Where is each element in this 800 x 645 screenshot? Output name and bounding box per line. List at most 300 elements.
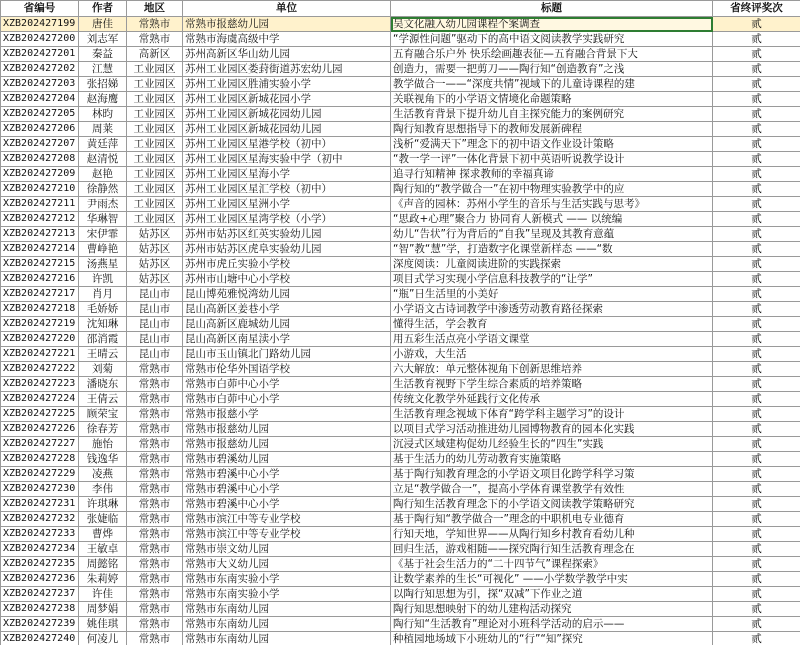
code-cell[interactable]: XZB202427239 <box>1 617 79 632</box>
region-cell[interactable]: 工业园区 <box>127 107 183 122</box>
title-cell[interactable]: “教一学一评”一体化背景下初中英语听说教学设计 <box>391 152 713 167</box>
author-cell[interactable]: 秦益 <box>79 47 127 62</box>
title-cell[interactable]: 基于陶行知“教学做合一”理念的中职机电专业德育 <box>391 512 713 527</box>
award-cell[interactable]: 贰 <box>713 272 800 287</box>
award-cell[interactable]: 贰 <box>713 512 800 527</box>
column-header-code[interactable]: 省编号 <box>1 1 79 17</box>
title-cell[interactable]: 深度阅读：儿童阅读进阶的实践探索 <box>391 257 713 272</box>
title-cell[interactable]: 立足“教学做合一”，提高小学体育课堂教学有效性 <box>391 482 713 497</box>
unit-cell[interactable]: 常熟市白茆中心小学 <box>183 392 391 407</box>
award-cell[interactable]: 贰 <box>713 122 800 137</box>
author-cell[interactable]: 张招娣 <box>79 77 127 92</box>
award-cell[interactable]: 贰 <box>713 602 800 617</box>
unit-cell[interactable]: 苏州工业园区胜浦实验小学 <box>183 77 391 92</box>
region-cell[interactable]: 常熟市 <box>127 407 183 422</box>
table-row <box>1 122 800 137</box>
code-cell[interactable]: XZB202427217 <box>1 287 79 302</box>
code-cell[interactable]: XZB202427240 <box>1 632 79 645</box>
title-cell[interactable]: “瓶”日生活里的小美好 <box>391 287 713 302</box>
award-cell[interactable]: 贰 <box>713 212 800 227</box>
column-header-award[interactable]: 省终评奖次 <box>713 1 800 17</box>
award-cell[interactable]: 贰 <box>713 377 800 392</box>
region-cell[interactable]: 昆山市 <box>127 302 183 317</box>
author-cell[interactable]: 林昀 <box>79 107 127 122</box>
unit-cell[interactable]: 苏州工业园区娄葑街道苏宏幼儿园 <box>183 62 391 77</box>
unit-cell[interactable]: 昆山市玉山镇北门路幼儿园 <box>183 347 391 362</box>
region-cell[interactable]: 工业园区 <box>127 212 183 227</box>
region-cell[interactable]: 常熟市 <box>127 527 183 542</box>
table-row <box>1 302 800 317</box>
code-cell[interactable]: XZB202427220 <box>1 332 79 347</box>
award-cell[interactable]: 贰 <box>713 287 800 302</box>
table-row <box>1 512 800 527</box>
author-cell[interactable]: 邵消霞 <box>79 332 127 347</box>
table-row <box>1 542 800 557</box>
unit-cell[interactable]: 苏州工业园区星海小学 <box>183 167 391 182</box>
title-cell[interactable]: “思政+心理”聚合力 协同育人新模式 —— 以统编 <box>391 212 713 227</box>
award-cell[interactable]: 贰 <box>713 242 800 257</box>
table-row <box>1 362 800 377</box>
award-cell[interactable]: 贰 <box>713 362 800 377</box>
unit-cell[interactable]: 苏州工业园区星汇学校（初中） <box>183 182 391 197</box>
award-cell[interactable]: 贰 <box>713 332 800 347</box>
table-row <box>1 392 800 407</box>
region-cell[interactable]: 常熟市 <box>127 422 183 437</box>
code-cell[interactable]: XZB202427207 <box>1 137 79 152</box>
header-row <box>1 1 800 17</box>
award-cell[interactable]: 贰 <box>713 227 800 242</box>
table-row <box>1 452 800 467</box>
author-cell[interactable]: 黄廷萍 <box>79 137 127 152</box>
region-cell[interactable]: 常熟市 <box>127 572 183 587</box>
code-cell[interactable]: XZB202427200 <box>1 32 79 47</box>
unit-cell[interactable]: 苏州工业园区星洲小学 <box>183 197 391 212</box>
code-cell[interactable]: XZB202427205 <box>1 107 79 122</box>
code-cell[interactable]: XZB202427229 <box>1 467 79 482</box>
table-row <box>1 107 800 122</box>
award-cell[interactable]: 贰 <box>713 437 800 452</box>
author-cell[interactable]: 周懿铭 <box>79 557 127 572</box>
table-row <box>1 497 800 512</box>
unit-cell[interactable]: 常熟市报慈幼儿园 <box>183 17 391 32</box>
code-cell[interactable]: XZB202427199 <box>1 17 79 32</box>
table-row <box>1 257 800 272</box>
title-cell[interactable]: “智”教“慧”学，打造数字化课堂新样态 ——“数 <box>391 242 713 257</box>
author-cell[interactable]: 曹烨 <box>79 527 127 542</box>
table-row <box>1 407 800 422</box>
unit-cell[interactable]: 常熟市东南幼儿园 <box>183 617 391 632</box>
region-cell[interactable]: 工业园区 <box>127 122 183 137</box>
author-cell[interactable]: 沈知琳 <box>79 317 127 332</box>
region-cell[interactable]: 昆山市 <box>127 347 183 362</box>
region-cell[interactable]: 常熟市 <box>127 557 183 572</box>
title-cell[interactable]: 种植园地场域下小班幼儿的“行”“知”探究 <box>391 632 713 645</box>
code-cell[interactable]: XZB202427225 <box>1 407 79 422</box>
region-cell[interactable]: 姑苏区 <box>127 257 183 272</box>
region-cell[interactable]: 工业园区 <box>127 167 183 182</box>
code-cell[interactable]: XZB202427238 <box>1 602 79 617</box>
region-cell[interactable]: 常熟市 <box>127 467 183 482</box>
table-row <box>1 422 800 437</box>
title-cell[interactable]: 《基于社会生活力的“二十四节气”课程探索》 <box>391 557 713 572</box>
unit-cell[interactable]: 常熟市碧溪幼儿园 <box>183 452 391 467</box>
title-cell[interactable]: 幼儿“告状”行为背后的“自我”呈现及其教育意蕴 <box>391 227 713 242</box>
code-cell[interactable]: XZB202427236 <box>1 572 79 587</box>
title-cell[interactable]: 小游戏，大生活 <box>391 347 713 362</box>
region-cell[interactable]: 工业园区 <box>127 77 183 92</box>
author-cell[interactable]: 赵艳 <box>79 167 127 182</box>
code-cell[interactable]: XZB202427227 <box>1 437 79 452</box>
code-cell[interactable]: XZB202427221 <box>1 347 79 362</box>
award-cell[interactable]: 贰 <box>713 47 800 62</box>
award-cell[interactable]: 贰 <box>713 422 800 437</box>
award-cell[interactable]: 贰 <box>713 167 800 182</box>
award-cell[interactable]: 贰 <box>713 137 800 152</box>
award-cell[interactable]: 贰 <box>713 407 800 422</box>
table-row <box>1 527 800 542</box>
award-cell[interactable]: 贰 <box>713 482 800 497</box>
region-cell[interactable]: 工业园区 <box>127 62 183 77</box>
region-cell[interactable]: 昆山市 <box>127 332 183 347</box>
title-cell[interactable]: 吴文化融入幼儿园课程个案调查 <box>391 17 713 32</box>
author-cell[interactable]: 周莱 <box>79 122 127 137</box>
column-header-author[interactable]: 作者 <box>79 1 127 17</box>
unit-cell[interactable]: 常熟市东南幼儿园 <box>183 632 391 645</box>
table-row <box>1 557 800 572</box>
award-cell[interactable]: 贰 <box>713 152 800 167</box>
region-cell[interactable]: 姑苏区 <box>127 272 183 287</box>
award-cell[interactable]: 贰 <box>713 587 800 602</box>
unit-cell[interactable]: 苏州市山塘中心小学校 <box>183 272 391 287</box>
code-cell[interactable]: XZB202427212 <box>1 212 79 227</box>
table-row <box>1 602 800 617</box>
author-cell[interactable]: 赵清悦 <box>79 152 127 167</box>
title-cell[interactable]: 懂得生活，学会教育 <box>391 317 713 332</box>
unit-cell[interactable]: 苏州工业园区星海实验中学（初中 <box>183 152 391 167</box>
region-cell[interactable]: 昆山市 <box>127 287 183 302</box>
unit-cell[interactable]: 常熟市报慈小学 <box>183 407 391 422</box>
title-cell[interactable]: 用五彩生活点亮小学语文课堂 <box>391 332 713 347</box>
unit-cell[interactable]: 常熟市东南实验小学 <box>183 572 391 587</box>
author-cell[interactable]: 徐春芳 <box>79 422 127 437</box>
award-cell[interactable]: 贰 <box>713 347 800 362</box>
code-cell[interactable]: XZB202427231 <box>1 497 79 512</box>
table-row <box>1 347 800 362</box>
code-cell[interactable]: XZB202427232 <box>1 512 79 527</box>
code-cell[interactable]: XZB202427235 <box>1 557 79 572</box>
award-cell[interactable]: 贰 <box>713 557 800 572</box>
title-cell[interactable]: “学源性问题”驱动下的高中语文阅读教学实践研究 <box>391 32 713 47</box>
author-cell[interactable]: 张婕临 <box>79 512 127 527</box>
table-row <box>1 467 800 482</box>
region-cell[interactable]: 姑苏区 <box>127 227 183 242</box>
region-cell[interactable]: 昆山市 <box>127 317 183 332</box>
award-cell[interactable]: 贰 <box>713 632 800 645</box>
region-cell[interactable]: 常熟市 <box>127 377 183 392</box>
award-cell[interactable]: 贰 <box>713 572 800 587</box>
award-cell[interactable]: 贰 <box>713 392 800 407</box>
author-cell[interactable]: 华琳智 <box>79 212 127 227</box>
unit-cell[interactable]: 苏州工业园区星港学校（初中） <box>183 137 391 152</box>
table-row <box>1 317 800 332</box>
title-cell[interactable]: 以陶行知思想为引，探“双减”下作业之道 <box>391 587 713 602</box>
table-row <box>1 272 800 287</box>
region-cell[interactable]: 常熟市 <box>127 617 183 632</box>
author-cell[interactable]: 徐静然 <box>79 182 127 197</box>
region-cell[interactable]: 工业园区 <box>127 182 183 197</box>
title-cell[interactable]: 陶行知生活教育理念下的小学语文阅读教学策略研究 <box>391 497 713 512</box>
code-cell[interactable]: XZB202427210 <box>1 182 79 197</box>
code-cell[interactable]: XZB202427224 <box>1 392 79 407</box>
author-cell[interactable]: 王敏卓 <box>79 542 127 557</box>
title-cell[interactable]: 传统文化教学外延践行文化传承 <box>391 392 713 407</box>
table-row <box>1 17 800 32</box>
code-cell[interactable]: XZB202427218 <box>1 302 79 317</box>
code-cell[interactable]: XZB202427237 <box>1 587 79 602</box>
title-cell[interactable]: 追寻行知精神 探求教师的幸福真谛 <box>391 167 713 182</box>
unit-cell[interactable]: 昆山高新区南星渎小学 <box>183 332 391 347</box>
title-cell[interactable]: 小学语文古诗词教学中渗透劳动教育路径探索 <box>391 302 713 317</box>
author-cell[interactable]: 王晴云 <box>79 347 127 362</box>
region-cell[interactable]: 常熟市 <box>127 587 183 602</box>
code-cell[interactable]: XZB202427216 <box>1 272 79 287</box>
author-cell[interactable]: 李伟 <box>79 482 127 497</box>
table-row <box>1 152 800 167</box>
author-cell[interactable]: 尹雨杰 <box>79 197 127 212</box>
code-cell[interactable]: XZB202427211 <box>1 197 79 212</box>
code-cell[interactable]: XZB202427204 <box>1 92 79 107</box>
award-cell[interactable]: 贰 <box>713 32 800 47</box>
award-cell[interactable]: 贰 <box>713 17 800 32</box>
title-cell[interactable]: 陶行知的“教学做合一”在初中物理实验教学中的应 <box>391 182 713 197</box>
table-row <box>1 62 800 77</box>
table-row <box>1 182 800 197</box>
unit-cell[interactable]: 常熟市滨江中等专业学校 <box>183 527 391 542</box>
table-row <box>1 212 800 227</box>
unit-cell[interactable]: 常熟市海虞高级中学 <box>183 32 391 47</box>
title-cell[interactable]: 行知天地，学知世界——从陶行知乡村教育看幼儿种 <box>391 527 713 542</box>
title-cell[interactable]: 陶行知“生活教育”理论对小班科学活动的启示—— <box>391 617 713 632</box>
author-cell[interactable]: 毛娇娇 <box>79 302 127 317</box>
code-cell[interactable]: XZB202427234 <box>1 542 79 557</box>
unit-cell[interactable]: 昆山博苑雅悦湾幼儿园 <box>183 287 391 302</box>
award-cell[interactable]: 贰 <box>713 182 800 197</box>
title-cell[interactable]: 创造力，需要一把剪刀——陶行知“创造教育”之浅 <box>391 62 713 77</box>
region-cell[interactable]: 常熟市 <box>127 452 183 467</box>
award-cell[interactable]: 贰 <box>713 77 800 92</box>
award-cell[interactable]: 贰 <box>713 617 800 632</box>
author-cell[interactable]: 顾荣宝 <box>79 407 127 422</box>
award-cell[interactable]: 贰 <box>713 542 800 557</box>
title-cell[interactable]: 生活教育视野下学生综合素质的培养策略 <box>391 377 713 392</box>
unit-cell[interactable]: 苏州工业园区新城花园小学 <box>183 92 391 107</box>
table-row <box>1 632 800 645</box>
unit-cell[interactable]: 昆山高新区鹿城幼儿园 <box>183 317 391 332</box>
code-cell[interactable]: XZB202427223 <box>1 377 79 392</box>
table-row <box>1 32 800 47</box>
title-cell[interactable]: 沉浸式区域建构促幼儿经验生长的“四生”实践 <box>391 437 713 452</box>
title-cell[interactable]: 五育融合乐户外 快乐绘画趣表征—五育融合背景下大 <box>391 47 713 62</box>
code-cell[interactable]: XZB202427215 <box>1 257 79 272</box>
region-cell[interactable]: 常熟市 <box>127 497 183 512</box>
code-cell[interactable]: XZB202427206 <box>1 122 79 137</box>
region-cell[interactable]: 常熟市 <box>127 542 183 557</box>
table-row <box>1 437 800 452</box>
code-cell[interactable]: XZB202427228 <box>1 452 79 467</box>
table-row <box>1 377 800 392</box>
award-cell[interactable]: 贰 <box>713 317 800 332</box>
code-cell[interactable]: XZB202427203 <box>1 77 79 92</box>
region-cell[interactable]: 常熟市 <box>127 362 183 377</box>
table-row <box>1 587 800 602</box>
column-header-title[interactable]: 标题 <box>391 1 713 17</box>
column-header-unit[interactable]: 单位 <box>183 1 391 17</box>
table-row <box>1 167 800 182</box>
title-cell[interactable]: 基于陶行知教育理念的小学语文项目化跨学科学习策 <box>391 467 713 482</box>
author-cell[interactable]: 姚佳琪 <box>79 617 127 632</box>
author-cell[interactable]: 许凯 <box>79 272 127 287</box>
region-cell[interactable]: 工业园区 <box>127 137 183 152</box>
unit-cell[interactable]: 苏州市虎丘实验小学校 <box>183 257 391 272</box>
unit-cell[interactable]: 常熟市报慈幼儿园 <box>183 437 391 452</box>
code-cell[interactable]: XZB202427209 <box>1 167 79 182</box>
region-cell[interactable]: 工业园区 <box>127 152 183 167</box>
table-row <box>1 197 800 212</box>
region-cell[interactable]: 常熟市 <box>127 17 183 32</box>
award-cell[interactable]: 贰 <box>713 452 800 467</box>
award-cell[interactable]: 贰 <box>713 497 800 512</box>
title-cell[interactable]: 基于生活力的幼儿劳动教育实施策略 <box>391 452 713 467</box>
author-cell[interactable]: 唐佳 <box>79 17 127 32</box>
author-cell[interactable]: 朱莉婷 <box>79 572 127 587</box>
region-cell[interactable]: 常熟市 <box>127 602 183 617</box>
code-cell[interactable]: XZB202427214 <box>1 242 79 257</box>
author-cell[interactable]: 周梦娟 <box>79 602 127 617</box>
unit-cell[interactable]: 苏州工业园区新城花园幼儿园 <box>183 122 391 137</box>
unit-cell[interactable]: 常熟市报慈幼儿园 <box>183 422 391 437</box>
unit-cell[interactable]: 苏州高新区华山幼儿园 <box>183 47 391 62</box>
code-cell[interactable]: XZB202427213 <box>1 227 79 242</box>
table-row <box>1 92 800 107</box>
code-cell[interactable]: XZB202427202 <box>1 62 79 77</box>
unit-cell[interactable]: 常熟市崇文幼儿园 <box>183 542 391 557</box>
title-cell[interactable]: 让数学素养的生长“可视化” ——小学数学教学中实 <box>391 572 713 587</box>
unit-cell[interactable]: 苏州市姑苏区虎阜实验幼儿园 <box>183 242 391 257</box>
table-row <box>1 287 800 302</box>
author-cell[interactable]: 王倩云 <box>79 392 127 407</box>
title-cell[interactable]: 《声音的园林：苏州小学生的音乐与生活实践与思考》 <box>391 197 713 212</box>
code-cell[interactable]: XZB202427230 <box>1 482 79 497</box>
unit-cell[interactable]: 昆山高新区姜巷小学 <box>183 302 391 317</box>
award-cell[interactable]: 贰 <box>713 62 800 77</box>
table-row <box>1 242 800 257</box>
title-cell[interactable]: 生活教育背景下提升幼儿自主探究能力的案例研究 <box>391 107 713 122</box>
author-cell[interactable]: 许琪琳 <box>79 497 127 512</box>
region-cell[interactable]: 常熟市 <box>127 32 183 47</box>
code-cell[interactable]: XZB202427208 <box>1 152 79 167</box>
region-cell[interactable]: 工业园区 <box>127 92 183 107</box>
code-cell[interactable]: XZB202427201 <box>1 47 79 62</box>
table-row <box>1 482 800 497</box>
author-cell[interactable]: 宋伊霏 <box>79 227 127 242</box>
unit-cell[interactable]: 苏州工业园区星湾学校（小学） <box>183 212 391 227</box>
title-cell[interactable]: 六大解放：单元整体视角下创新思维培养 <box>391 362 713 377</box>
column-header-region[interactable]: 地区 <box>127 1 183 17</box>
title-cell[interactable]: 教学做合一——“深度共情”视域下的儿童诗课程的建 <box>391 77 713 92</box>
table-row <box>1 332 800 347</box>
code-cell[interactable]: XZB202427219 <box>1 317 79 332</box>
title-cell[interactable]: 浅析“爱满天下”理念下的初中语文作业设计策略 <box>391 137 713 152</box>
region-cell[interactable]: 高新区 <box>127 47 183 62</box>
region-cell[interactable]: 常熟市 <box>127 437 183 452</box>
author-cell[interactable]: 凌燕 <box>79 467 127 482</box>
unit-cell[interactable]: 常熟市滨江中等专业学校 <box>183 512 391 527</box>
region-cell[interactable]: 工业园区 <box>127 197 183 212</box>
award-cell[interactable]: 贰 <box>713 527 800 542</box>
unit-cell[interactable]: 常熟市白茆中心小学 <box>183 377 391 392</box>
author-cell[interactable]: 刘志军 <box>79 32 127 47</box>
award-cell[interactable]: 贰 <box>713 107 800 122</box>
award-cell[interactable]: 贰 <box>713 92 800 107</box>
table-row <box>1 227 800 242</box>
title-cell[interactable]: 关联视角下的小学语文情境化命题策略 <box>391 92 713 107</box>
unit-cell[interactable]: 苏州市姑苏区红英实验幼儿园 <box>183 227 391 242</box>
award-cell[interactable]: 贰 <box>713 467 800 482</box>
author-cell[interactable]: 曹峥艳 <box>79 242 127 257</box>
author-cell[interactable]: 钱逸华 <box>79 452 127 467</box>
table-row <box>1 137 800 152</box>
title-cell[interactable]: 陶行知思想映射下的幼儿建构活动探究 <box>391 602 713 617</box>
title-cell[interactable]: 项目式学习实现小学信息科技教学的“让学” <box>391 272 713 287</box>
unit-cell[interactable]: 常熟市大义幼儿园 <box>183 557 391 572</box>
author-cell[interactable]: 潘晓东 <box>79 377 127 392</box>
author-cell[interactable]: 赵海鹰 <box>79 92 127 107</box>
table-row <box>1 572 800 587</box>
title-cell[interactable]: 以项目式学习活动推进幼儿园博物教育的园本化实践 <box>391 422 713 437</box>
unit-cell[interactable]: 常熟市碧溪中心小学 <box>183 482 391 497</box>
unit-cell[interactable]: 常熟市碧溪中心小学 <box>183 497 391 512</box>
unit-cell[interactable]: 常熟市东南实验小学 <box>183 587 391 602</box>
author-cell[interactable]: 刘菊 <box>79 362 127 377</box>
code-cell[interactable]: XZB202427226 <box>1 422 79 437</box>
title-cell[interactable]: 回归生活，游戏相随——探究陶行知生活教育理念在 <box>391 542 713 557</box>
author-cell[interactable]: 许佳 <box>79 587 127 602</box>
unit-cell[interactable]: 苏州工业园区新城花园幼儿园 <box>183 107 391 122</box>
code-cell[interactable]: XZB202427233 <box>1 527 79 542</box>
author-cell[interactable]: 施怡 <box>79 437 127 452</box>
title-cell[interactable]: 生活教育理念视域下体育“跨学科主题学习”的设计 <box>391 407 713 422</box>
unit-cell[interactable]: 常熟市碧溪中心小学 <box>183 467 391 482</box>
title-cell[interactable]: 陶行知教育思想指导下的教师发展新碑程 <box>391 122 713 137</box>
region-cell[interactable]: 常熟市 <box>127 392 183 407</box>
award-cell[interactable]: 贰 <box>713 197 800 212</box>
code-cell[interactable]: XZB202427222 <box>1 362 79 377</box>
region-cell[interactable]: 姑苏区 <box>127 242 183 257</box>
author-cell[interactable]: 江慧 <box>79 62 127 77</box>
author-cell[interactable]: 汤燕星 <box>79 257 127 272</box>
unit-cell[interactable]: 常熟市伦华外国语学校 <box>183 362 391 377</box>
region-cell[interactable]: 常熟市 <box>127 632 183 645</box>
award-cell[interactable]: 贰 <box>713 302 800 317</box>
author-cell[interactable]: 何凌儿 <box>79 632 127 645</box>
table-body <box>1 17 800 645</box>
region-cell[interactable]: 常熟市 <box>127 482 183 497</box>
author-cell[interactable]: 肖月 <box>79 287 127 302</box>
region-cell[interactable]: 常熟市 <box>127 512 183 527</box>
table-row <box>1 617 800 632</box>
award-cell[interactable]: 贰 <box>713 257 800 272</box>
unit-cell[interactable]: 常熟市东南幼儿园 <box>183 602 391 617</box>
